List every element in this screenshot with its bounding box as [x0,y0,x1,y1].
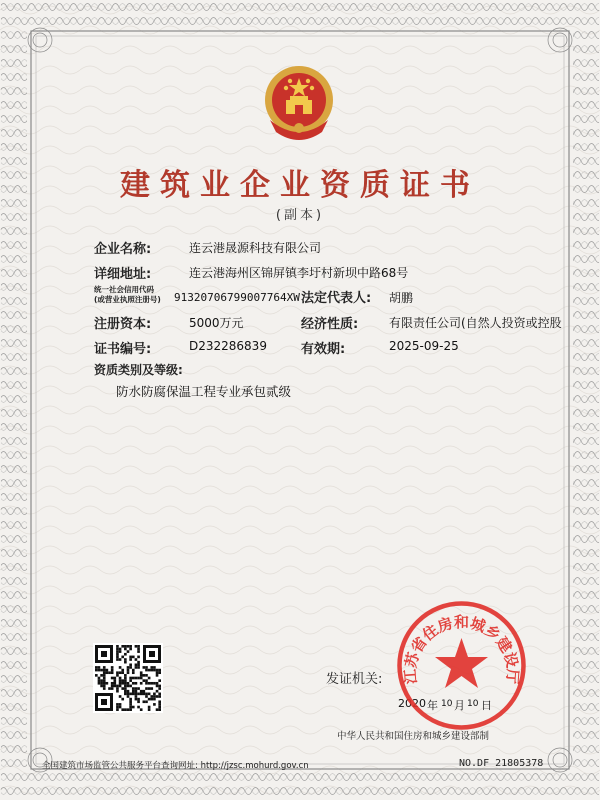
serial-number: NO.DF 21805378 [459,758,544,769]
capital-label: 注册资本: [94,317,152,332]
credit-code-value: 91320706799007764XW [174,291,300,304]
economic-nature-value: 有限责任公司(自然人投资或控股 [389,316,562,330]
economic-nature-label: 经济性质: [301,317,359,332]
query-url-text: 全国建筑市场监管公共服务平台查询网址: http://jzsc.mohurd.gov.cn [42,761,309,771]
certificate-subtitle: (副本) [275,208,325,223]
certificate-title: 建筑业企业资质证书 [120,168,480,203]
issue-date-day: 10 [467,699,479,709]
company-name-label: 企业名称: [94,242,152,257]
maker-text: 中华人民共和国住房和城乡建设部制 [337,731,490,742]
svg-text:江苏省住房和城乡建设厅: 江苏省住房和城乡建设厅 [401,613,522,685]
address-value: 连云港海州区锦屏镇李圩村新坝中路68号 [189,266,409,280]
credit-code-label-line2: (或营业执照注册号) [94,295,161,304]
cert-no-value: D232286839 [189,339,267,353]
legal-rep-label: 法定代表人: [301,291,372,306]
issue-date-year: 2020 [398,697,426,710]
qualification-value: 防水防腐保温工程专业承包贰级 [116,384,292,399]
validity-label: 有效期: [301,342,346,357]
qualification-label: 资质类别及等级: [94,363,183,377]
validity-value: 2025-09-25 [389,339,459,353]
issue-date-year-unit: 年 [427,699,438,712]
issue-date-day-unit: 日 [481,699,492,712]
issue-date-month: 10 [441,699,453,709]
issuer-label: 发证机关: [326,672,383,687]
address-label: 详细地址: [94,267,152,282]
legal-rep-value: 胡鹏 [389,291,414,305]
official-seal-icon [394,598,529,733]
credit-code-label-line1: 统一社会信用代码 [94,285,154,294]
company-name-value: 连云港晟源科技有限公司 [189,241,322,255]
qr-code-icon[interactable] [93,643,163,713]
capital-value: 5000万元 [189,316,244,330]
issue-date-month-unit: 月 [454,699,465,712]
cert-no-label: 证书编号: [94,342,152,357]
